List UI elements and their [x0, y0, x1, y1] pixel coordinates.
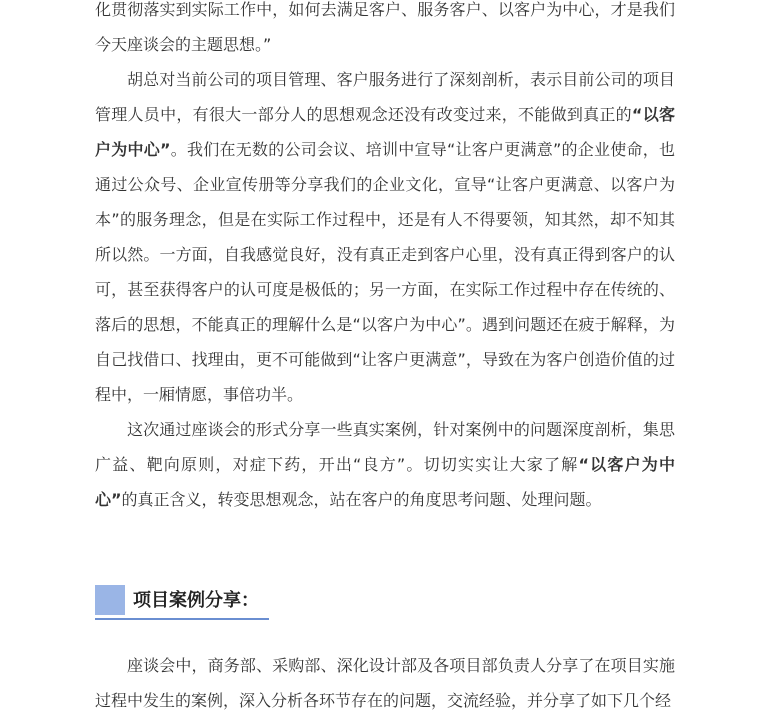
- paragraph-intro-tail: 化贯彻落实到实际工作中，如何去满足客户、服务客户、以客户为中心，才是我们今天座谈会的主题思想。”: [95, 0, 675, 54]
- paragraph-cases: 座谈会中，商务部、采购部、深化设计部及各项目部负责人分享了在项目实施过程中发生的案例，深入分析各环节存在的问题，交流经验，并分享了如下几个经: [95, 656, 675, 710]
- paragraph-analysis-text-c: 。我们在无数的公司会议、培训中宣导“让客户更满意”的企业使命，也通过公众号、企业宣传册等分享我们的企业文化，宣导“让客户更满意、以客户为本”的服务理念，但是在实际工作过程中，还是有人不得要领，知其然，却不知其所以然。一方面，自我感觉良好，没有真正走到客户心里，没有真正得到客户的认可，甚至获得客户的认可度是极低的；另一方面，在实际工作过程中存在传统的、落后的思想，不能真正的理解什么是“以客户为中心”。遇到问题还在疲于解释，为自己找借口、找理由，更不可能做到“让客户更满意”，导致在为客户创造价值的过程中，一厢情愿，事倍功半。: [95, 140, 675, 404]
- emphasis-customer-centric-2: “以客户为中心”: [95, 455, 675, 509]
- section-title: 项目案例分享：: [133, 590, 259, 611]
- emphasis-customer-centric: “以客户为中心”: [95, 105, 675, 159]
- paragraph-purpose-text-a: 这次通过座谈会的形式分享一些真实案例，针对案例中的问题深度剖析，集思广益、靶向原则，对症下药，开出“良方”。切切实实让大家了解: [95, 420, 675, 474]
- paragraph-purpose-text-c: 的真正含义，转变思想观念，站在客户的角度思考问题、处理问题。: [121, 490, 602, 509]
- paragraph-analysis: [95, 62, 675, 412]
- paragraph-purpose: [95, 412, 675, 517]
- paragraph-analysis-text-a: 胡总对当前公司的项目管理、客户服务进行了深刻剖析，表示目前公司的项目管理人员中，有很大一部分人的思想观念还没有改变过来，不能做到真正的: [95, 70, 675, 124]
- section-heading: [95, 585, 269, 620]
- section-marker: [95, 585, 125, 615]
